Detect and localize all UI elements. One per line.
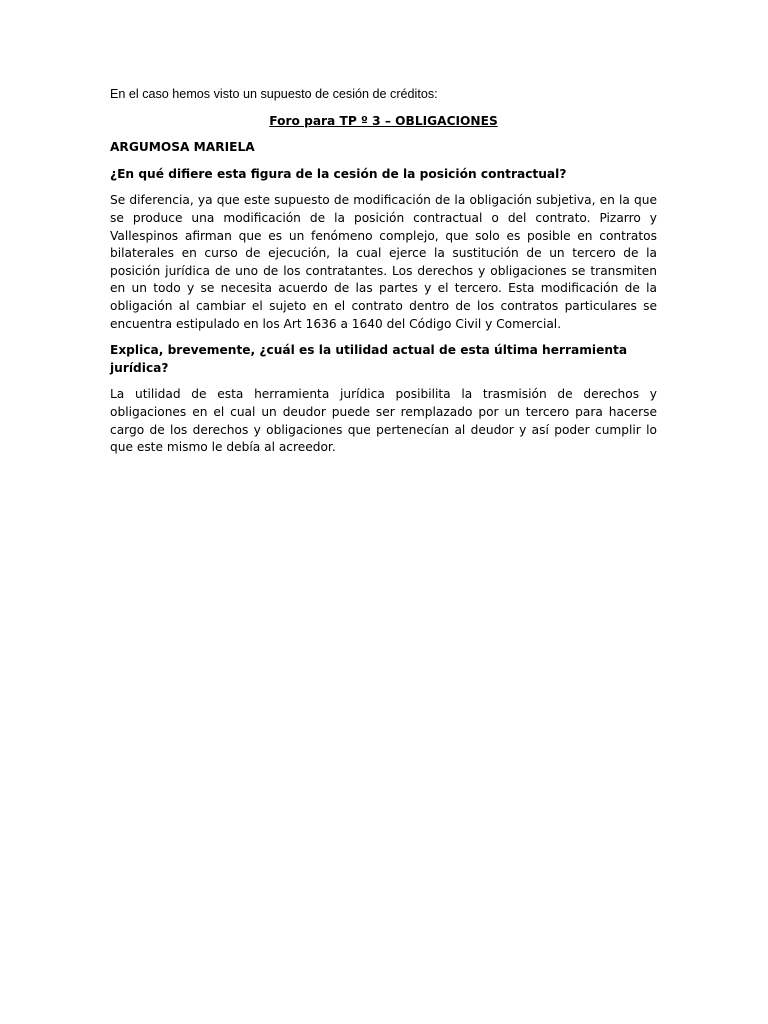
- question-1: ¿En qué difiere esta figura de la cesión de la posición contractual?: [110, 166, 567, 181]
- answer-2: La utilidad de esta herramienta jurídica posibilita la trasmisión de derechos y obligaciones en el cual un deudor puede ser remplazado por un tercero para hacerse cargo de los derechos y obligaciones que pertenecían al deudor y así poder cumplir lo que este mismo le debía al acreedor.: [110, 387, 657, 455]
- intro-text: En el caso hemos visto un supuesto de cesión de créditos:: [110, 87, 438, 101]
- author-name: ARGUMOSA MARIELA: [110, 140, 255, 155]
- answer-1: Se diferencia, ya que este supuesto de modificación de la obligación subjetiva, en la que se produce una modificación de la posición contractual o del contrato. Pizarro y Vallespinos afirman que es un fenómeno complejo, que solo es posible en contratos bilaterales en curso de ejecución, la cual ejerce la sustitución de un tercero de la posición jurídica de uno de los contratantes. Los derechos y obligaciones se transmiten en un todo y se necesita acuerdo de las partes y el tercero. Esta modificación de la obligación al cambiar el sujeto en el contrato dentro de los contratos particulares se encuentra estipulado en los Art 1636 a 1640 del Código Civil y Comercial.: [110, 193, 657, 331]
- question-2: Explica, brevemente, ¿cuál es la utilidad actual de esta última herramienta jurídica?: [110, 343, 628, 375]
- document-title: Foro para TP º 3 – OBLIGACIONES: [269, 113, 498, 128]
- document-page: [110, 86, 657, 466]
